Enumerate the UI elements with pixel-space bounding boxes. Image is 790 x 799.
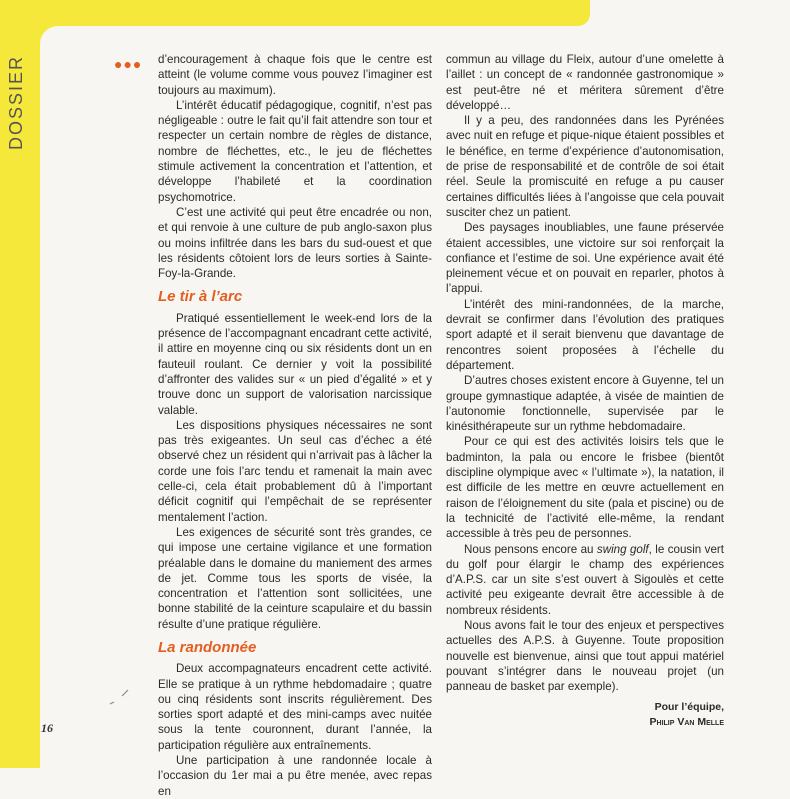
signature-name: Philip Van Melle [649,716,724,729]
subheading-tir-arc: Le tir à l’arc [158,288,243,306]
paragraph: commun au village du Fleix, autour d’une omelette à l’aillet : un concept de « randonnée gastronomique » est peut-être né et méritera sûrement d’être développé… [446,53,724,112]
paragraph: L’intérêt des mini-randonnées, de la marche, devrait se confirmer dans l’évolution des pratiques sport adapté et il serait bienvenu que davantage de rencontres soient proposées à l’échelle du département. [446,297,724,372]
text-run: , le cousin vert du golf pour élargir le champ des expériences d’A.P.S. car un site s’est ouvert à Sigoulès et cette activité peu exigeante devrait être accessible à de nombreux résidents. [446,542,724,617]
paragraph: Une participation à une randonnée locale à l’occasion du 1er mai a pu être menée, avec repas en [158,754,432,798]
page-number: 16 [41,721,53,735]
paragraph: L’intérêt éducatif pédagogique, cognitif, n’est pas négligeable : outre le fait qu’il fait attendre son tour et respecter un certain nombre de règles de distance, nombre de fléchettes, etc., le jeu de fléchettes stimule activement la concentration et l’attention, et développe l’habileté et la coordination psychomotrice. [158,98,432,204]
signature-line: Pour l’équipe, [654,701,724,714]
paragraph: D’autres choses existent encore à Guyenne, tel un groupe gymnastique adaptée, à visée de maintien de l’autonomie fonctionnelle, supervisée par le kinésithérapeute sur un rythme hebdomadaire. [446,374,724,434]
three-dots-ornament-icon: ●●● [114,56,143,72]
subheading-randonnee: La randonnée [158,638,257,656]
paragraph: Pratiqué essentiellement le week-end lors de la présence de l’accompagnant encadrant cette activité, il attire en moyenne cinq ou six résidents dont un en fauteuil roulant. Ce dernier y voit la possibilité d’affronter des valides sur « un pied d’égalité » et y trouve donc un support de valorisation narcissique valable. [158,311,432,417]
band-corner [40,26,58,44]
right-column [446,52,724,730]
paragraph: Il y a peu, des randonnées dans les Pyrénées avec nuit en refuge et pique-nique étaient possibles et le bénéfice, en terme d’expérience d’autonomisation, de prise de responsabilité et de contrôle de soi était réel. Seule la promiscuité en refuge a pu causer certaines difficultés liées à l’angoisse que cela pouvait susciter chez un patient. [446,114,724,219]
section-label: DOSSIER [6,54,26,150]
pen-mark-icon [108,688,130,708]
paragraph: Nous avons fait le tour des enjeux et perspectives actuelles des A.P.S. à Guyenne. Toute proposition nouvelle est bienvenue, ainsi que tout appui matériel pouvant s’intégrer dans le nouveau projet (un panneau de basket par exemple). [446,618,724,694]
paragraph: d’encouragement à chaque fois que le centre est atteint (le volume comme vous pouvez l’imaginer est toujours au maximum). [158,53,432,97]
yellow-top-band [0,0,590,26]
emphasis-swing-golf: swing golf [596,542,649,556]
left-column [158,52,432,799]
signature [446,700,724,730]
paragraph: Pour ce qui est des activités loisirs tels que le badminton, la pala ou encore le frisbee (bientôt discipline olympique avec « l’ultimate »), la natation, il est difficile de les mettre en œuvre actuellement en raison de l’éloignement du site (pala et piscine) ou de la technicité de l’activité elle-même, la rendant accessible à très peu de personnes. [446,435,724,541]
paragraph: Les exigences de sécurité sont très grandes, ce qui impose une certaine vigilance et une formation préalable dans le domaine du maniement des armes de jet. Comme tous les sports de visée, la concentration et l’attention sont sollicitées, une bonne stabilité de la ceinture scapulaire et du bassin résulte d’une pratique régulière. [158,525,432,631]
paragraph [446,542,724,618]
paragraph: Des paysages inoubliables, une faune préservée étaient accessibles, une victoire sur soi renforçait la confiance et l’estime de soi. Une expérience avait été pleinement vécue et on pouvait en reparler, photos à l’appui. [446,221,724,296]
paragraph: Les dispositions physiques nécessaires ne sont pas très exigeantes. Un seul cas d’échec a été observé chez un résident qui n’arrivait pas à lâcher la corde une fois l’arc tendu et ramenait la main avec celle-ci, cela était probablement dû à l’important déficit cognitif qui l’empêchait de se représenter mentalement l’action. [158,418,432,524]
paragraph: C’est une activité qui peut être encadrée ou non, et qui renvoie à une culture de pub anglo-saxon plus ou moins infiltrée dans les bars du sud-ouest et que les résidents côtoient lors de leurs sorties à Sainte-Foy-la-Grande. [158,205,432,281]
paragraph: Deux accompagnateurs encadrent cette activité. Elle se pratique à un rythme hebdomadaire ; quatre ou cinq résidents sont inscrits régulièrement. Des sorties sport adapté et des mini-camps avec nuitée sous la tente couronnent, durant l’année, la participation régulière aux entraînements. [158,662,432,752]
text-run: Nous pensons encore au [464,542,597,556]
